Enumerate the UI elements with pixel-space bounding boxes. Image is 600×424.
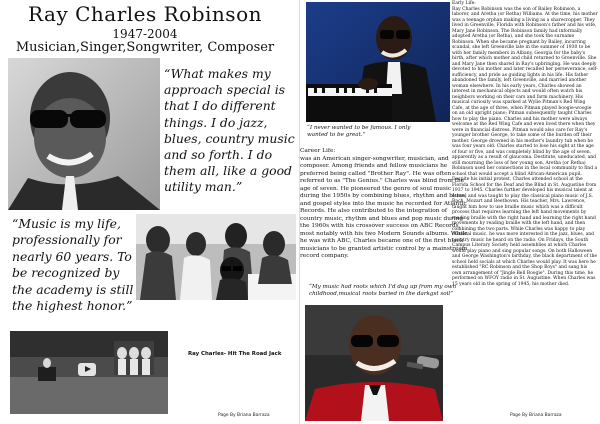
microphone-photo (305, 305, 443, 421)
quote-roots: “My music had roots which I'd dug up from my own childhood,musical roots buried in the darkgst soil” (309, 284, 457, 297)
career-section (300, 148, 468, 261)
career-label: Career Life: (300, 148, 336, 154)
early-life-text: Ray Charles Robinson was the son of Bailey Robinson, a laborer, and Aretha (or Retha) Williams. At the time, his mother was a teenage orphan making a living as a sharecropper. They lived in Greenville, Florida with Robinson's father and his wife, Mary Jane Robinson. The Robinson family had informally adopted Aretha (or Retha), and she took the surname Robinson. When she became pregnant by Bailey, incurring scandal, she left Greenville late in the summer of 1930 to be with her family members in Albany, Georgia for the baby's birth, after which mother and child returned to Greenville. She and Mary Jane then shared in Ray's upbringing. He was deeply devoted to his mother and later recalled her perseverance, self-sufficiency, and pride as guiding lights in his life. His father abandoned the family, left Greenville, and married another woman elsewhere. In his early years, Charles showed an interest in mechanical objects and would often watch his neighbors working on their cars and farm machinery. His musical curiosity was sparked at Wylie Pitman's Red Wing Cafe, at the age of three, when Pitman played boogie-woogie on an old upright piano; Pitman subsequently taught Charles how to play the piano. Charles and his mother were always welcome at the Red Wing Cafe and even lived there when they were in financial distress. Pitman would also care for Ray's younger brother George, to take some of the burden off their mother. George drowned in his mother's laundry tub when he was four years old. Charles started to lose his sight at the age of four or five, and was completely blind by the age of seven, apparently as a result of glaucoma. Destitute, uneducated, and still mourning the loss of her young son, Aretha (or Retha) Robinson used her connections in the local community to find a school that would accept a blind African-American pupil. Despite his initial protest, Charles attended school at the Florida School for the Deaf and the Blind in St. Augustine from 1937 to 1945. Charles further developed his musical talent at school and was taught to play the classical piano music of J.S. Bach, Mozart and Beethoven. His teacher, Mrs. Lawrence, taught him how to use braille music which was a difficult process that requires learning the left hand movements by reading braille with the right hand and learning the right hand movements by reading braille with the left hand, and then combining the two parts. While Charles was happy to play classical music, he was more interested in the jazz, blues, and country music he heard on the radio. On Fridays, the South Campus Literary Society held assemblies at which Charles would play piano and sing popular songs. On both Halloween and George Washington's birthday, the black department of the school held socials at which Charles would play. It was here he established "RC Robinson and the Shop Boys" and sang his own arrangement of "Jingle Bell Boogie". During this time, he performed on WFOY radio in St. Augustine. When Charles was 15 years old in the spring of 1945, his mother died. (452, 6, 598, 287)
career-text: was an American singer-songwriter, musician, and composer. Among friends and fellow musicians he preferred being called "Brother Ray". He was often referred to as "The Genius." Charles was blind from the age of seven. He pioneered the genre of soul music during the 1950s by combining blues, rhythm and blues, and gospel styles into the music he recorded for Atlantic Records. He also contributed to the integration of country music, rhythm and blues and pop music during the 1960s with his crossover success on ABC Records, most notably with his two Modern Sounds albums. While he was with ABC, Charles became one of the first black musicians to be granted artistic control by a mainstream record company. (300, 155, 468, 259)
quote-approach: “What makes my approach special is that I do different things. I do jazz, blues, country music and so forth. I do them all, like a good utility man.” (164, 66, 295, 195)
early-life-section (452, 1, 598, 287)
quote-famous: “I never wanted to be famous. I only wanted to be great.” (307, 125, 411, 138)
quote-music-life: “Music is my life, professionally for nearly 60 years. To be recognized by the academy is still the highest honor.” (12, 216, 134, 314)
play-icon[interactable] (78, 363, 96, 376)
video-caption: Ray Charles- Hit The Road Jack (188, 351, 282, 357)
group-photo-singers (136, 214, 296, 300)
professions-subtitle: Musician,Singer,Songwriter, Composer (15, 40, 275, 55)
piano-photo (306, 2, 450, 122)
life-years: 1947-2004 (112, 27, 178, 41)
page-credit-left: Page By Briana Barraza (218, 413, 270, 418)
page-title: Ray Charles Robinson (28, 2, 262, 26)
early-life-label: Early Life: (452, 1, 476, 6)
page-credit-right: Page By Briana Barraza (510, 413, 562, 418)
portrait-photo-sunglasses (8, 58, 160, 210)
